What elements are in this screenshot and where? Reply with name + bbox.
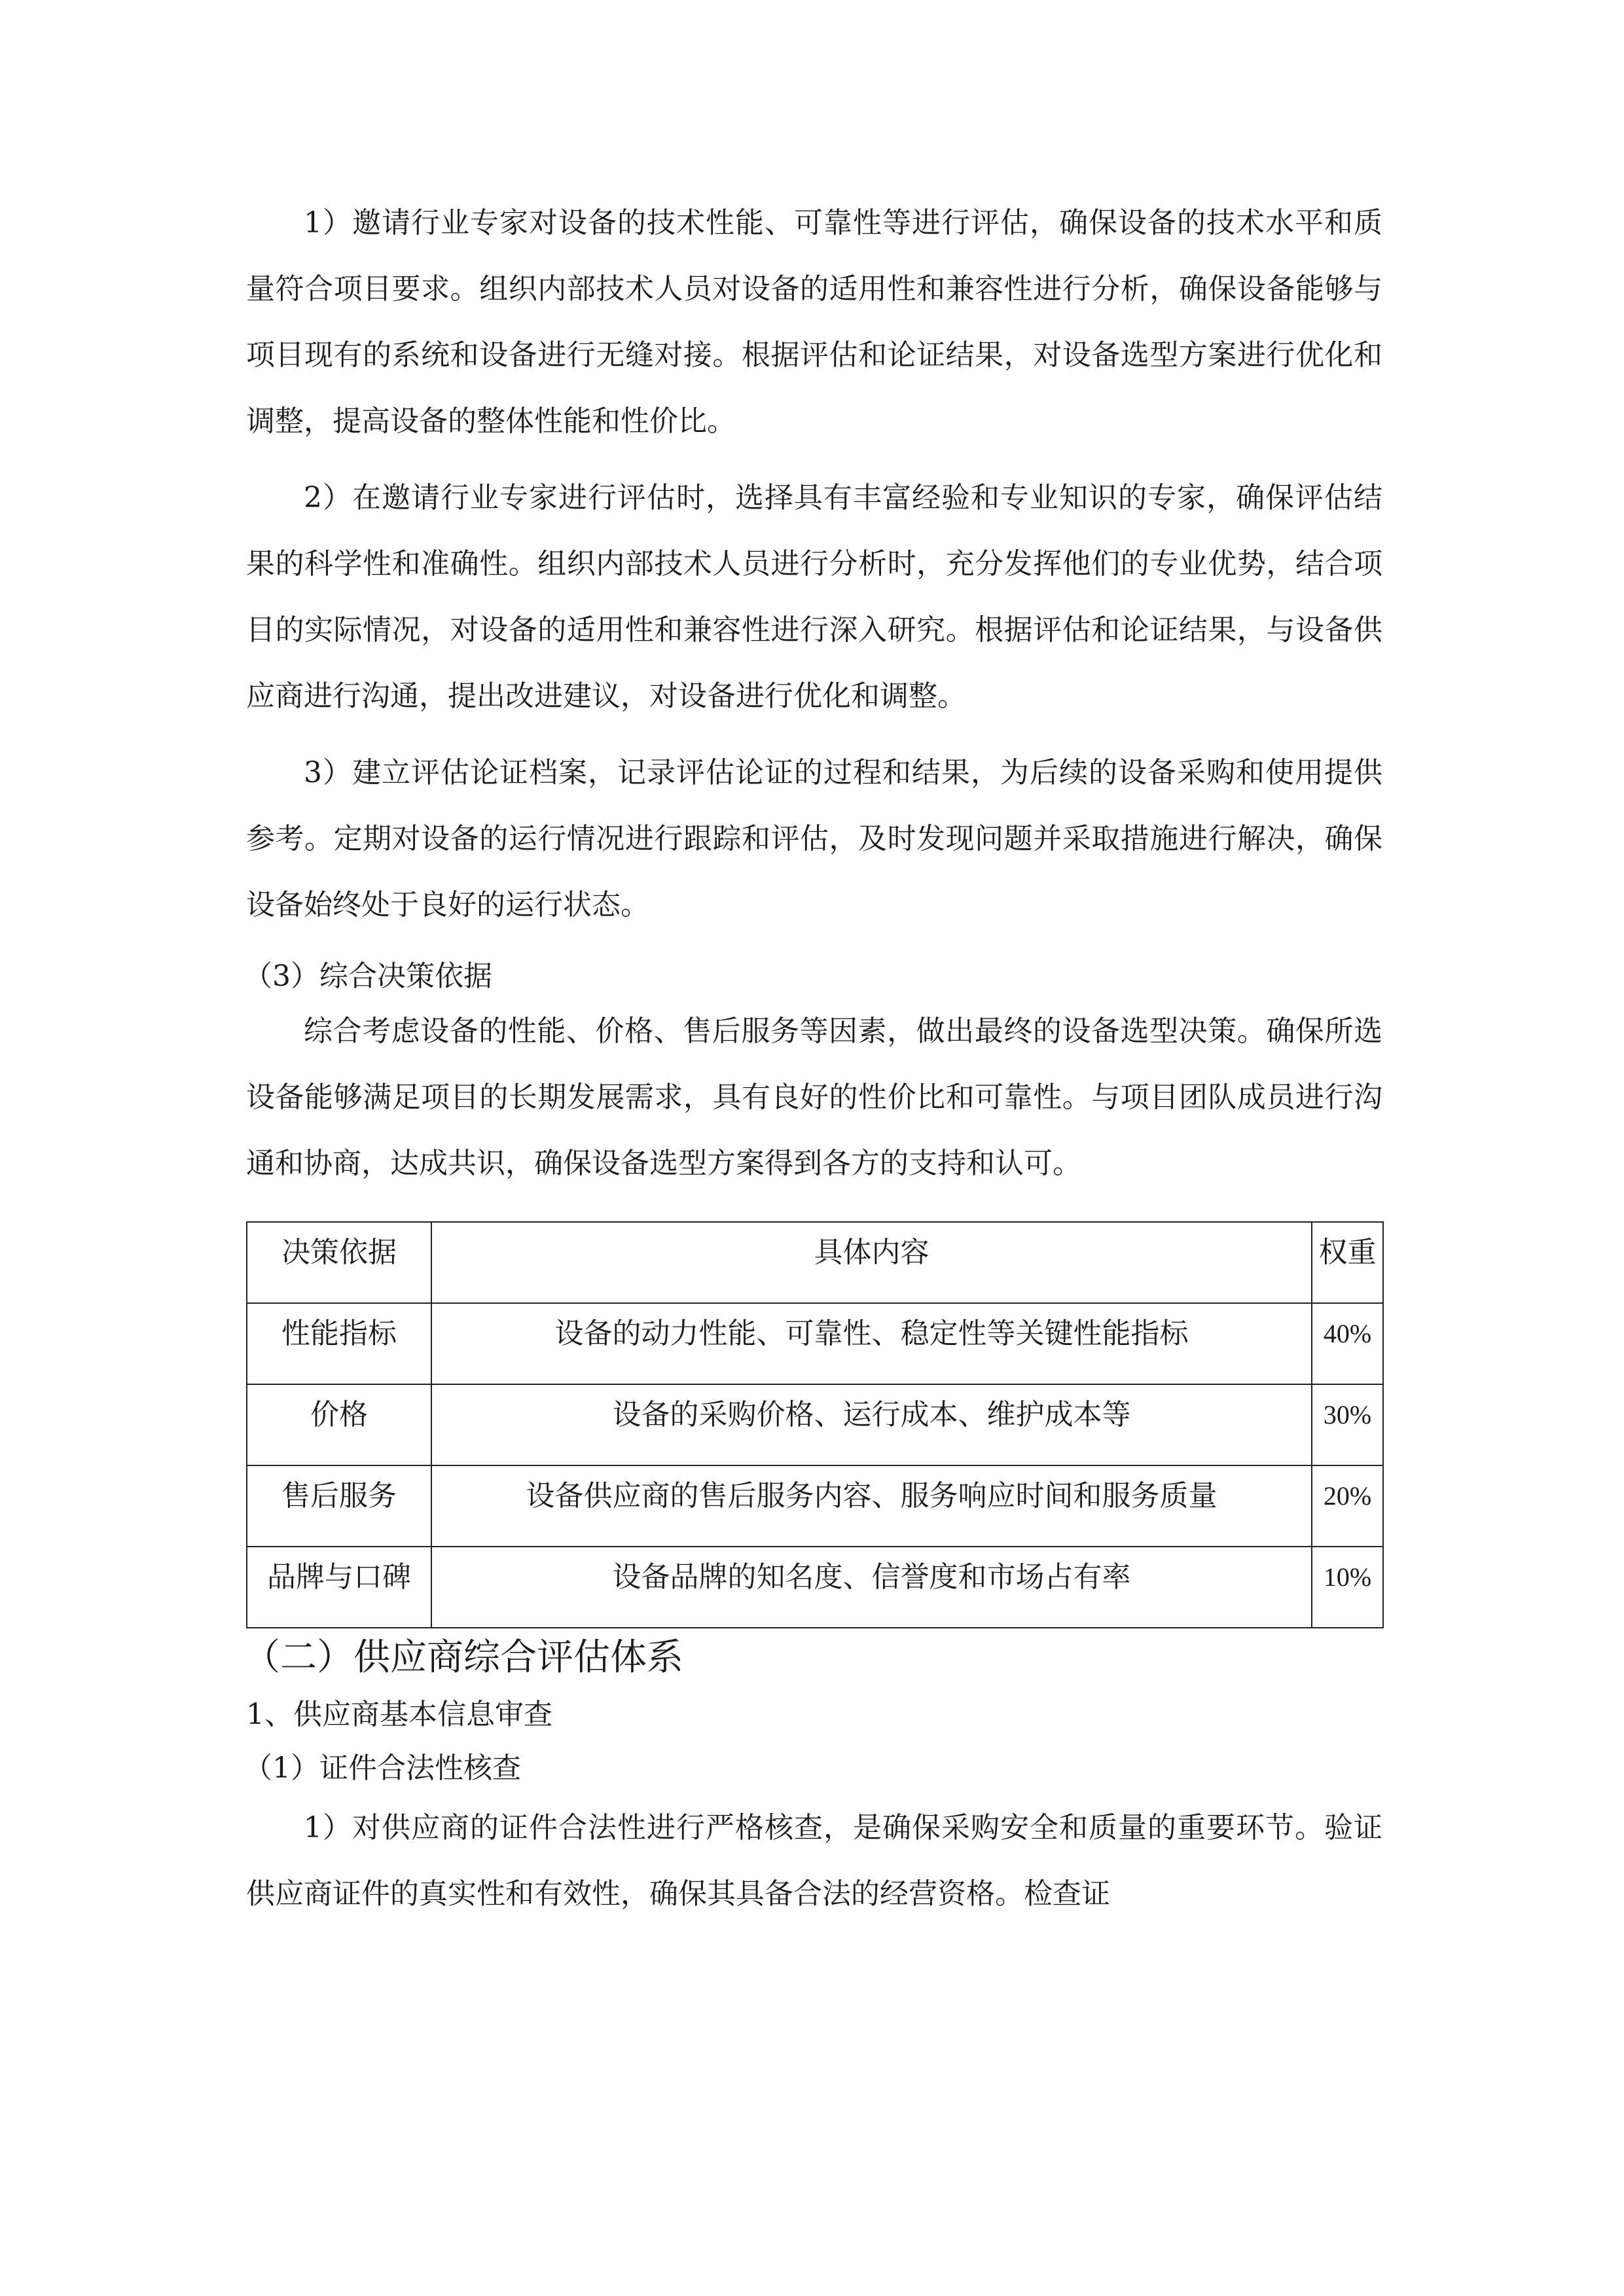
subheading-certificate-check: （1）证件合法性核查 [244, 1751, 521, 1785]
table-row [247, 1465, 1383, 1547]
table-row [247, 1303, 1383, 1384]
subsection-title-basic-info: 1、供应商基本信息审查 [246, 1698, 552, 1731]
paragraph-expert-evaluation: 1）邀请行业专家对设备的技术性能、可靠性等进行评估，确保设备的技术水平和质量符合项目要求。组织内部技术人员对设备的适用性和兼容性进行分析，确保设备能够与项目现有的系统和设备进行无缝对接。根据评估和论证结果，对设备选型方案进行优化和调整，提高设备的整体性能和性价比。 [246, 206, 1382, 438]
table-cell-basis: 价格 [247, 1384, 431, 1465]
decision-basis-heading: （3）综合决策依据 [244, 960, 492, 993]
paragraph-evaluation-archive: 3）建立评估论证档案，记录评估论证的过程和结果，为后续的设备采购和使用提供参考。定期对设备的运行情况进行跟踪和评估，及时发现问题并采取措施进行解决，确保设备始终处于良好的运行状态。 [246, 756, 1382, 922]
table-cell-weight: 10% [1312, 1547, 1383, 1628]
table-cell-content: 设备的动力性能、可靠性、稳定性等关键性能指标 [431, 1303, 1312, 1384]
table-cell-content: 设备品牌的知名度、信誉度和市场占有率 [431, 1547, 1312, 1628]
document-page [246, 190, 1382, 1927]
paragraph-decision-basis: 综合考虑设备的性能、价格、售后服务等因素，做出最终的设备选型决策。确保所选设备能够满足项目的长期发展需求，具有良好的性价比和可靠性。与项目团队成员进行沟通和协商，达成共识，确保设备选型方案得到各方的支持和认可。 [246, 1014, 1382, 1180]
table-row [247, 1547, 1383, 1628]
paragraph-certificate-check: 1）对供应商的证件合法性进行严格核查，是确保采购安全和质量的重要环节。验证供应商证件的真实性和有效性，确保其具备合法的经营资格。检查证 [246, 1811, 1382, 1910]
table-cell-basis: 品牌与口碑 [247, 1547, 431, 1628]
table-cell-basis: 性能指标 [247, 1303, 431, 1384]
table-cell-content: 设备供应商的售后服务内容、服务响应时间和服务质量 [431, 1465, 1312, 1547]
table-header-cell: 决策依据 [247, 1222, 431, 1303]
table-cell-content: 设备的采购价格、运行成本、维护成本等 [431, 1384, 1312, 1465]
table-cell-basis: 售后服务 [247, 1465, 431, 1547]
paragraph-expert-selection: 2）在邀请行业专家进行评估时，选择具有丰富经验和专业知识的专家，确保评估结果的科学性和准确性。组织内部技术人员进行分析时，充分发挥他们的专业优势，结合项目的实际情况，对设备的适用性和兼容性进行深入研究。根据评估和论证结果，与设备供应商进行沟通，提出改进建议，对设备进行优化和调整。 [246, 481, 1382, 713]
table-header-row [247, 1222, 1383, 1303]
table-row [247, 1384, 1383, 1465]
decision-basis-table [246, 1221, 1384, 1628]
section-title-supplier-evaluation: （二）供应商综合评估体系 [244, 1636, 683, 1679]
table-cell-weight: 20% [1312, 1465, 1383, 1547]
table-header-cell: 权重 [1312, 1222, 1383, 1303]
table-cell-weight: 30% [1312, 1384, 1383, 1465]
table-header-cell: 具体内容 [431, 1222, 1312, 1303]
table-cell-weight: 40% [1312, 1303, 1383, 1384]
